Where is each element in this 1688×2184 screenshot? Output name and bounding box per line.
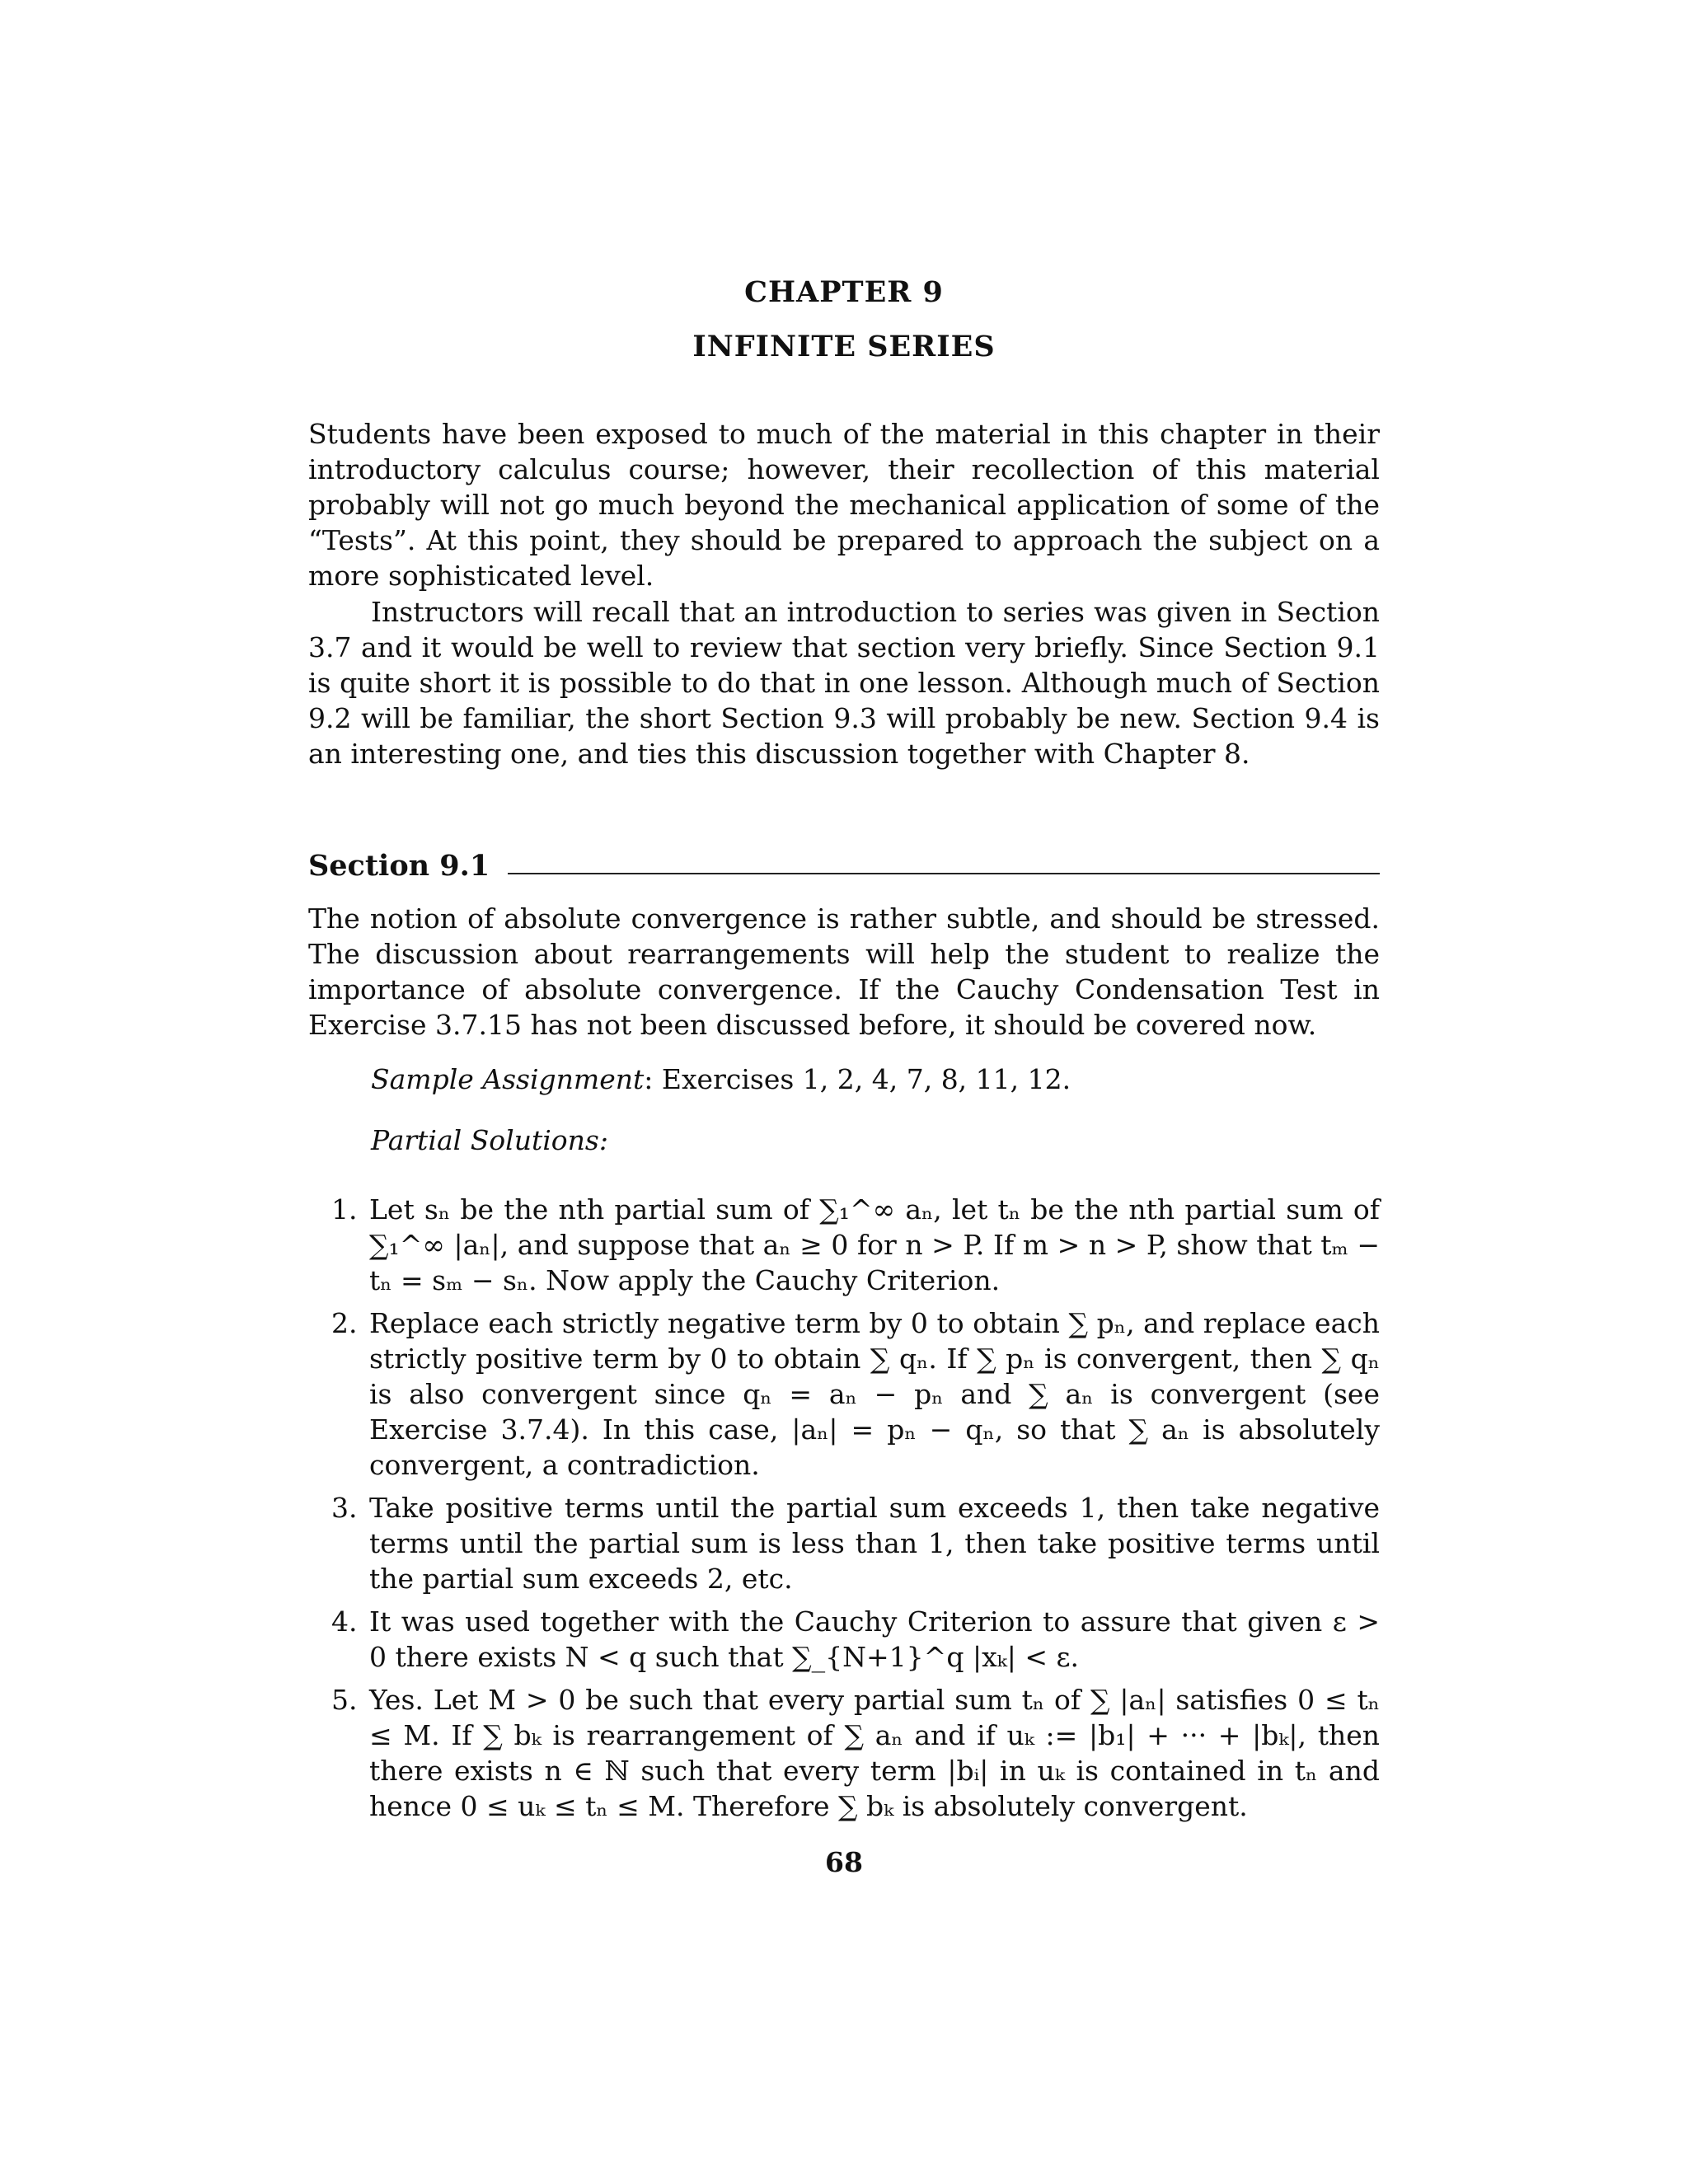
chapter-number: CHAPTER 9: [744, 275, 944, 309]
item-text: Take positive terms until the partial sum exceeds 1, then take negative terms until the partial sum is less than 1, then take positive terms until the partial sum exceeds 2, etc.: [369, 1492, 1380, 1595]
partial-solutions-label: Partial Solutions:: [371, 1124, 608, 1156]
item-number: 2.: [331, 1307, 358, 1339]
sample-assignment-text: : Exercises 1, 2, 4, 7, 8, 11, 12.: [644, 1063, 1071, 1095]
item-number: 3.: [331, 1492, 358, 1524]
list-item: [308, 1305, 1380, 1483]
intro-paragraph-2: Instructors will recall that an introduction to series was given in Section 3.7 and it would be well to review that section very briefly. Since Section 9.1 is quite short it is possible to do that in one lesson. Although much of Section 9.2 will be familiar, the short Section 9.3 will probably be new. Section 9.4 is an interesting one, and ties this discussion together with Chapter 8.: [308, 596, 1380, 770]
item-number: 5.: [331, 1684, 358, 1716]
section-rule: [508, 873, 1380, 874]
item-number: 4.: [331, 1605, 358, 1638]
item-text: Yes. Let M > 0 be such that every partial sum tₙ of ∑ |aₙ| satisfies 0 ≤ tₙ ≤ M. If ∑ bₖ is rearrangement of ∑ aₙ and if uₖ := |b₁| + ··· + |bₖ|, then there exists n ∈ ℕ such that every term |bᵢ| in uₖ is contained in tₙ and hence 0 ≤ uₖ ≤ tₙ ≤ M. Therefore ∑ bₖ is absolutely convergent.: [369, 1684, 1380, 1822]
item-text: It was used together with the Cauchy Criterion to assure that given ε > 0 there exists N < q such that ∑_{N+1}^q |xₖ| < ε.: [369, 1605, 1380, 1673]
section-header: [308, 845, 1380, 883]
section-paragraph: The notion of absolute convergence is rather subtle, and should be stressed. The discussion about rearrangements will help the student to realize the importance of absolute convergence. If the Cauchy Condensation Test in Exercise 3.7.15 has not been discussed before, it should be covered now.: [308, 902, 1380, 1041]
list-item: [308, 1192, 1380, 1298]
list-item: [308, 1490, 1380, 1596]
sample-assignment-label: Sample Assignment: [371, 1063, 645, 1095]
item-number: 1.: [331, 1193, 358, 1226]
list-item: [308, 1604, 1380, 1675]
sample-assignment: [371, 1062, 1380, 1097]
chapter-title: INFINITE SERIES: [692, 330, 996, 363]
item-text: Let sₙ be the nth partial sum of ∑₁^∞ aₙ, let tₙ be the nth partial sum of ∑₁^∞ |aₙ|, and suppose that aₙ ≥ 0 for n > P. If m > n > P, show that tₘ − tₙ = sₘ − sₙ. Now apply the Cauchy Criterion.: [369, 1193, 1380, 1296]
solutions-list: [308, 1192, 1380, 1831]
intro-paragraph-1: Students have been exposed to much of the material in this chapter in their introductory calculus course; however, their recollection of this material probably will not go much beyond the mechanical application of some of the “Tests”. At this point, they should be prepared to approach the subject on a more sophisticated level.: [308, 418, 1380, 592]
section-heading: Section 9.1: [308, 849, 490, 883]
page-number: 68: [825, 1846, 863, 1878]
item-text: Replace each strictly negative term by 0 to obtain ∑ pₙ, and replace each strictly positive term by 0 to obtain ∑ qₙ. If ∑ pₙ is convergent, then ∑ qₙ is also convergent since qₙ = aₙ − pₙ and ∑ aₙ is convergent (see Exercise 3.7.4). In this case, |aₙ| = pₙ − qₙ, so that ∑ aₙ is absolutely convergent, a contradiction.: [369, 1307, 1380, 1481]
document-page: [308, 0, 1380, 2184]
list-item: [308, 1682, 1380, 1824]
